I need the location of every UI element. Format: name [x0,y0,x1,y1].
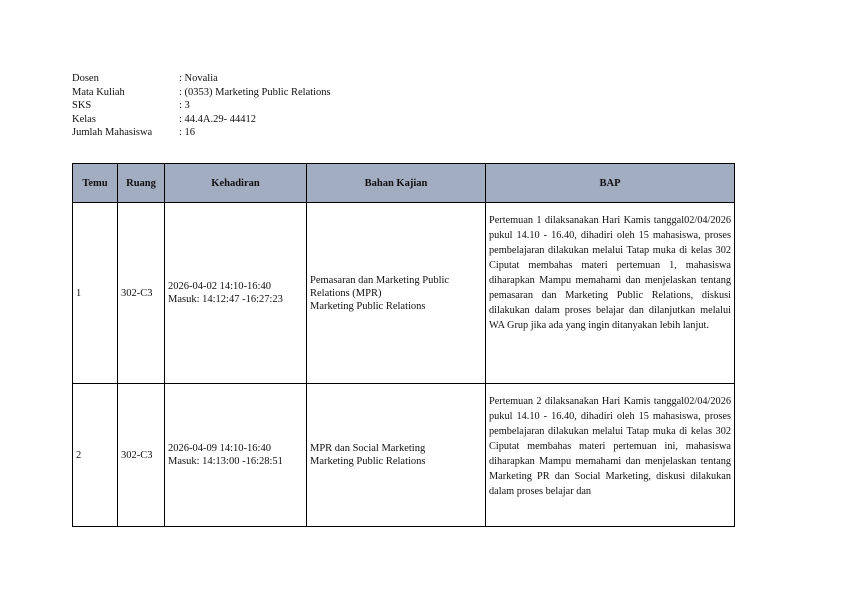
cell-bap [486,384,735,527]
cell-ruang: 302-C3 [118,203,165,384]
cell-bahan-kajian [307,203,486,384]
info-value: : 3 [179,100,190,112]
header-ruang: Ruang [118,164,165,203]
info-label: Dosen [72,73,99,84]
info-value: : Novalia [179,73,218,84]
bap-text: Pertemuan 2 dilaksanakan Hari Kamis tanggal02/04/2026 pukul 14.10 - 16.40, dihadiri oleh 15 mahasiswa, proses pembelajaran dilakukan melalui Tatap muka di kelas 302 Ciputat membahas materi pertemuan ini, mahasiswa diharapkan Mampu memahami dan menjelaskan tentang Marketing PR dan Social Marketing, diskusi dilakukan dalam proses belajar dan [489,396,731,497]
info-value: : 16 [179,127,196,139]
info-row-mata-kuliah [72,86,331,100]
bap-text: Pertemuan 1 dilaksanakan Hari Kamis tanggal02/04/2026 pukul 14.10 - 16.40, dihadiri oleh 15 mahasiswa, proses pembelajaran dilakukan melalui Tatap muka di kelas 302 Ciputat membahas materi pertemuan 1, mahasiswa diharapkan Mampu memahami dan menjelaskan tentang pemasaran dan Marketing Public Relations, diskusi dilakukan dalam proses belajar dan dilanjutkan melalui WA Grup jika ada yang ingin ditanyakan lebih lanjut. [489,215,731,331]
info-label: SKS [72,100,92,112]
info-row-jumlah-mahasiswa [72,126,331,140]
bahan-topik: Pemasaran dan Marketing Public Relations (MPR) [310,274,450,299]
cell-kehadiran [165,203,307,384]
attendance-table [72,163,735,527]
info-label: Jumlah Mahasiswa [72,127,153,139]
cell-bahan-kajian [307,384,486,527]
cell-bap [486,203,735,384]
info-row-sks [72,99,331,113]
info-value: : 44.4A.29- 44412 [179,113,256,125]
kehadiran-masuk: Masuk: 14:12:47 -16:27:23 [168,294,283,305]
bahan-mata-kuliah: Marketing Public Relations [310,300,426,312]
cell-kehadiran [165,384,307,527]
table-header-row [73,164,735,203]
table-row [73,384,735,527]
kehadiran-jadwal: 2026-04-09 14:10-16:40 [168,443,271,454]
info-label: Mata Kuliah [72,86,125,98]
bahan-topik: MPR dan Social Marketing [310,443,426,454]
header-temu: Temu [73,164,118,203]
header-bahan-kajian: Bahan Kajian [307,164,486,203]
header-kehadiran: Kehadiran [165,164,307,203]
course-info [72,72,331,140]
cell-temu: 2 [73,384,118,527]
kehadiran-jadwal: 2026-04-02 14:10-16:40 [168,281,271,292]
kehadiran-masuk: Masuk: 14:13:00 -16:28:51 [168,456,283,467]
info-row-kelas [72,113,331,127]
info-row-dosen [72,72,331,86]
cell-ruang: 302-C3 [118,384,165,527]
bahan-mata-kuliah: Marketing Public Relations [310,456,426,467]
table-row [73,203,735,384]
cell-temu: 1 [73,203,118,384]
info-label: Kelas [72,113,96,125]
header-bap: BAP [486,164,735,203]
info-value: : (0353) Marketing Public Relations [179,86,331,98]
